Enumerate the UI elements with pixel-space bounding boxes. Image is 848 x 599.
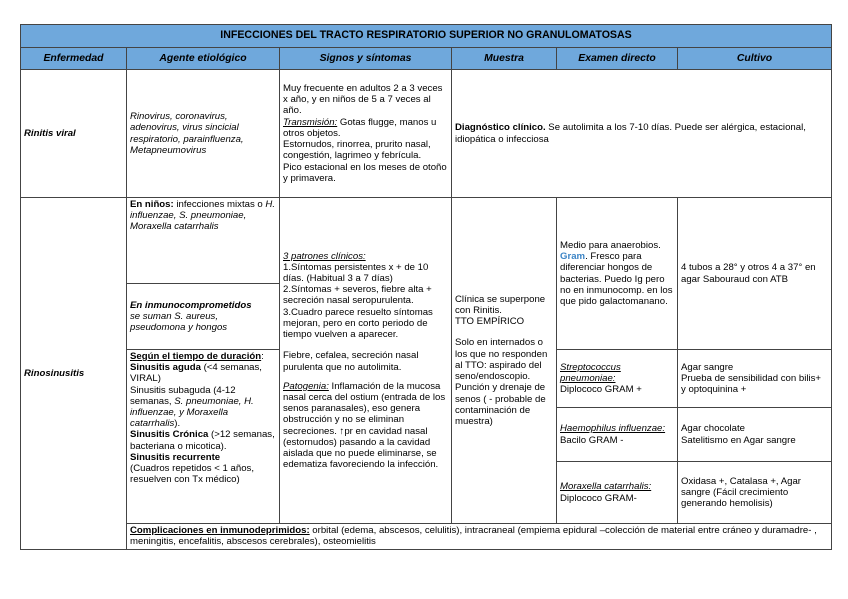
sinusitis-subaguda xyxy=(130,385,276,430)
disease-rinosinusitis: Rinosinusitis xyxy=(21,198,127,550)
strep-gram: Diplococo GRAM + xyxy=(560,384,642,396)
haem-cultivo-1: Agar chocolate xyxy=(681,423,745,435)
morax-gram: Diplococo GRAM- xyxy=(560,492,637,504)
haem-gram: Bacilo GRAM - xyxy=(560,434,624,446)
patrones-label: 3 patrones clínicos: xyxy=(283,250,366,262)
morax-directo xyxy=(557,462,678,524)
subaguda-end: ). xyxy=(174,418,181,430)
tiempo-label: Según el tiempo de duración xyxy=(130,351,262,362)
aguda-label: Sinusitis aguda xyxy=(130,362,201,374)
ninos-species: H. influenzae, S. pneumoniae, Moraxella catarrhalis xyxy=(130,199,276,233)
morax-name: Moraxella catarrhalis: xyxy=(560,481,652,493)
morax-cultivo: Oxidasa +, Catalasa +, Agar sangre (Fácil crecimiento generando hemolisis) xyxy=(678,462,832,524)
agent-ninos xyxy=(127,198,280,284)
recurrente-text: (Cuadros repetidos < 1 años, resuelven con Tx médico) xyxy=(130,463,254,486)
haem-cultivo-2: Satelitismo en Agar sangre xyxy=(681,434,796,446)
patron-3: 3.Cuadro parece resuelto síntomas mejoran, pero en corto periodo de tiempo vuelven a aparecer. xyxy=(283,306,433,341)
cronica-text: (>12 semanas, bacteriana o micotica). xyxy=(130,429,275,452)
muestra-tto: TTO EMPÍRICO xyxy=(455,316,525,328)
transmission-label: Transmisión: xyxy=(283,116,338,128)
muestra-internados: Solo en internados o los que no responden al TTO: aspirado del seno/endoscopio. Punción y drenaje de senos ( - probable de contaminación de muestra) xyxy=(455,337,548,427)
subaguda-text: Sinusitis subaguda (4-12 semanas, xyxy=(130,384,236,407)
inmuno-label: En inmunocomprometidos xyxy=(130,299,252,311)
rinitis-transmission xyxy=(283,117,448,139)
hongo-cultivo: 4 tubos a 28° y otros 4 a 37° en agar Sabouraud con ATB xyxy=(678,198,832,350)
complicaciones-label: Complicaciones en inmunodeprimidos: xyxy=(130,525,310,536)
aguda-text: (<4 semanas, VIRAL) xyxy=(130,362,262,385)
strep-cultivo xyxy=(678,350,832,408)
haem-cultivo xyxy=(678,408,832,462)
agent-tiempo xyxy=(127,350,280,524)
header-muestra: Muestra xyxy=(452,48,557,70)
subaguda-species: S. pneumoniae, H. influenzae, y Moraxella catarrhalis xyxy=(130,395,254,430)
patogenia-text: Inflamación de la mucosa nasal cerca del ostium (entrada de los senos paranasales), eso genera obstrucción y no se eliminan secreciones. ↑pr en cavidad nasal (estornudos) pasando a la cavidad aislada que no puede eliminarse, se edematiza favoreciendo la infección. xyxy=(283,380,446,471)
hongo-directo-2: . Fresco para diferenciar hongos de bacterias. Puedo Ig pero no en inmunocomp. en los que pido galactomanano. xyxy=(560,251,673,307)
header-signos: Signos y síntomas xyxy=(280,48,452,70)
rino-muestra xyxy=(452,198,557,524)
infections-table xyxy=(20,24,832,550)
diagnosis-text: Se autolimita a los 7-10 días. Puede ser alérgica, estacional, idiopática o infecciosa xyxy=(455,122,806,145)
sinusitis-aguda xyxy=(130,362,276,384)
table-title: INFECCIONES DEL TRACTO RESPIRATORIO SUPERIOR NO GRANULOMATOSAS xyxy=(21,25,832,48)
patogenia xyxy=(283,381,448,471)
strep-name: Streptococcus pneumoniae: xyxy=(560,361,621,384)
rinitis-diagnosis xyxy=(452,70,832,198)
disease-rinitis: Rinitis viral xyxy=(21,70,127,198)
recurrente-label: Sinusitis recurrente xyxy=(130,451,221,463)
patogenia-label: Patogenia: xyxy=(283,380,329,392)
sinusitis-cronica xyxy=(130,429,276,451)
haem-name: Haemophilus influenzae: xyxy=(560,423,666,435)
strep-directo xyxy=(557,350,678,408)
header-cultivo: Cultivo xyxy=(678,48,832,70)
rino-signs xyxy=(280,198,452,524)
strep-cultivo-1: Agar sangre xyxy=(681,361,734,373)
muestra-clinica: Clínica se superpone con Rinitis. xyxy=(455,293,546,317)
patron-1: 1.Síntomas persistentes x + de 10 días. (Habitual 3 a 7 días) xyxy=(283,261,429,285)
rinitis-signs-frequency: Muy frecuente en adultos 2 a 3 veces x año, y en niños de 5 a 7 veces al año. xyxy=(283,83,443,117)
fiebre-text: Fiebre, cefalea, secreción nasal purulenta que no autolimita. xyxy=(283,350,419,373)
inmuno-text: se suman S. aureus, pseudomona y hongos xyxy=(130,310,228,334)
rinitis-signs xyxy=(280,70,452,198)
tiempo-heading: Según el tiempo de duración: xyxy=(130,351,264,362)
patron-2: 2.Síntomas + severos, fiebre alta + secreción nasal seropurulenta. xyxy=(283,284,432,307)
hongo-directo xyxy=(557,198,678,350)
complicaciones-text: orbital (edema, abscesos, celulitis), intracraneal (empiema epidural –colección de material entre cráneo y duramadre- , meningitis, encefalitis, abscesos cerebrales), osteomielitis xyxy=(130,525,817,548)
rinitis-agent: Rinovirus, coronavirus, adenovirus, virus sincicial respiratorio, parainfluenza, Metapneumovirus xyxy=(127,70,280,198)
header-examen: Examen directo xyxy=(557,48,678,70)
transmission-text: Gotas flugge, manos u otros objetos. xyxy=(283,116,437,139)
diagnosis-label: Diagnóstico clínico. xyxy=(455,122,546,134)
ninos-text: infecciones mixtas o xyxy=(173,199,266,210)
complicaciones xyxy=(127,524,832,550)
strep-cultivo-2: Prueba de sensibilidad con bilis+ y optoquinina + xyxy=(681,372,821,396)
header-enfermedad: Enfermedad xyxy=(21,48,127,70)
agent-inmuno xyxy=(127,284,280,350)
header-agente: Agente etiológico xyxy=(127,48,280,70)
cronica-label: Sinusitis Crónica xyxy=(130,429,209,441)
haem-directo xyxy=(557,408,678,462)
ninos-label: En niños: xyxy=(130,199,174,210)
hongo-directo-1: Medio para anaerobios. xyxy=(560,239,661,251)
gram-highlight: Gram xyxy=(560,251,586,263)
rinitis-signs-season: Pico estacional en los meses de otoño y primavera. xyxy=(283,161,447,184)
rinitis-signs-symptoms: Estornudos, rinorrea, prurito nasal, congestión, lagrimeo y febrícula. xyxy=(283,139,431,162)
